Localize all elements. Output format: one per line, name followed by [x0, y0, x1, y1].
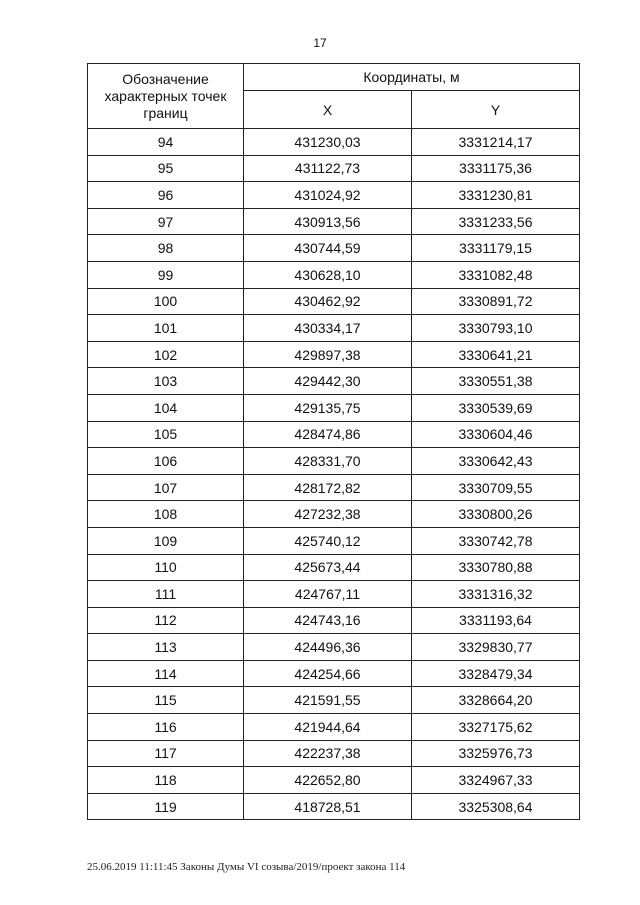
header-point-designation: Обозначение характерных точек границ — [88, 64, 244, 129]
cell-y: 3330604,46 — [412, 421, 580, 448]
table-row — [88, 581, 580, 608]
cell-point: 95 — [88, 155, 244, 182]
cell-x: 421591,55 — [244, 687, 412, 714]
table-row — [88, 793, 580, 820]
cell-y: 3330891,72 — [412, 288, 580, 315]
cell-y: 3327175,62 — [412, 714, 580, 741]
cell-x: 428474,86 — [244, 421, 412, 448]
cell-point: 109 — [88, 527, 244, 554]
cell-y: 3330800,26 — [412, 501, 580, 528]
cell-x: 430334,17 — [244, 315, 412, 342]
cell-y: 3329830,77 — [412, 634, 580, 661]
cell-x: 430462,92 — [244, 288, 412, 315]
table-row — [88, 501, 580, 528]
cell-point: 96 — [88, 182, 244, 209]
table-row — [88, 315, 580, 342]
table-row — [88, 341, 580, 368]
cell-y: 3325308,64 — [412, 793, 580, 820]
header-x: X — [244, 91, 412, 129]
cell-point: 107 — [88, 474, 244, 501]
cell-y: 3324967,33 — [412, 767, 580, 794]
cell-x: 428172,82 — [244, 474, 412, 501]
cell-y: 3331233,56 — [412, 208, 580, 235]
cell-point: 119 — [88, 793, 244, 820]
cell-point: 112 — [88, 607, 244, 634]
cell-y: 3330642,43 — [412, 448, 580, 475]
table-row — [88, 368, 580, 395]
table-header — [88, 64, 580, 129]
cell-x: 427232,38 — [244, 501, 412, 528]
cell-x: 425673,44 — [244, 554, 412, 581]
cell-x: 430628,10 — [244, 261, 412, 288]
coordinates-table — [87, 63, 580, 820]
cell-x: 424767,11 — [244, 581, 412, 608]
cell-y: 3330641,21 — [412, 341, 580, 368]
table-row — [88, 448, 580, 475]
cell-y: 3325976,73 — [412, 740, 580, 767]
cell-y: 3330551,38 — [412, 368, 580, 395]
cell-x: 431230,03 — [244, 129, 412, 156]
cell-y: 3330742,78 — [412, 527, 580, 554]
cell-y: 3328664,20 — [412, 687, 580, 714]
table-row — [88, 394, 580, 421]
cell-y: 3331082,48 — [412, 261, 580, 288]
cell-x: 418728,51 — [244, 793, 412, 820]
cell-y: 3331230,81 — [412, 182, 580, 209]
cell-point: 117 — [88, 740, 244, 767]
cell-y: 3331316,32 — [412, 581, 580, 608]
cell-point: 99 — [88, 261, 244, 288]
table-row — [88, 740, 580, 767]
table-row — [88, 155, 580, 182]
table-row — [88, 634, 580, 661]
table-row — [88, 288, 580, 315]
cell-point: 97 — [88, 208, 244, 235]
cell-point: 113 — [88, 634, 244, 661]
cell-x: 421944,64 — [244, 714, 412, 741]
cell-x: 425740,12 — [244, 527, 412, 554]
cell-y: 3331179,15 — [412, 235, 580, 262]
table-row — [88, 182, 580, 209]
table-body — [88, 129, 580, 820]
table-row — [88, 767, 580, 794]
cell-x: 430744,59 — [244, 235, 412, 262]
cell-x: 424254,66 — [244, 660, 412, 687]
cell-point: 100 — [88, 288, 244, 315]
cell-point: 110 — [88, 554, 244, 581]
cell-x: 431024,92 — [244, 182, 412, 209]
footer-document-path: 25.06.2019 11:11:45 Законы Думы VI созыва/2019/проект закона 114 — [87, 861, 406, 873]
cell-point: 98 — [88, 235, 244, 262]
cell-x: 430913,56 — [244, 208, 412, 235]
cell-point: 115 — [88, 687, 244, 714]
table-row — [88, 607, 580, 634]
cell-y: 3330780,88 — [412, 554, 580, 581]
cell-x: 429442,30 — [244, 368, 412, 395]
table-row — [88, 261, 580, 288]
cell-x: 428331,70 — [244, 448, 412, 475]
cell-x: 431122,73 — [244, 155, 412, 182]
cell-y: 3331193,64 — [412, 607, 580, 634]
cell-point: 108 — [88, 501, 244, 528]
cell-point: 111 — [88, 581, 244, 608]
cell-point: 105 — [88, 421, 244, 448]
cell-point: 104 — [88, 394, 244, 421]
table-row — [88, 235, 580, 262]
table-row — [88, 474, 580, 501]
table-row — [88, 129, 580, 156]
cell-x: 429897,38 — [244, 341, 412, 368]
table-row — [88, 527, 580, 554]
table-row — [88, 660, 580, 687]
cell-point: 102 — [88, 341, 244, 368]
cell-y: 3330709,55 — [412, 474, 580, 501]
cell-y: 3330539,69 — [412, 394, 580, 421]
table-row — [88, 714, 580, 741]
page-number: 17 — [313, 36, 327, 50]
table-row — [88, 208, 580, 235]
table-row — [88, 554, 580, 581]
cell-y: 3331214,17 — [412, 129, 580, 156]
cell-point: 116 — [88, 714, 244, 741]
cell-x: 422237,38 — [244, 740, 412, 767]
cell-x: 424743,16 — [244, 607, 412, 634]
cell-y: 3328479,34 — [412, 660, 580, 687]
cell-x: 424496,36 — [244, 634, 412, 661]
cell-y: 3331175,36 — [412, 155, 580, 182]
cell-point: 106 — [88, 448, 244, 475]
cell-x: 422652,80 — [244, 767, 412, 794]
cell-y: 3330793,10 — [412, 315, 580, 342]
cell-x: 429135,75 — [244, 394, 412, 421]
cell-point: 118 — [88, 767, 244, 794]
cell-point: 103 — [88, 368, 244, 395]
header-coordinates: Координаты, м — [244, 64, 580, 91]
cell-point: 114 — [88, 660, 244, 687]
cell-point: 94 — [88, 129, 244, 156]
table-row — [88, 421, 580, 448]
table-row — [88, 687, 580, 714]
cell-point: 101 — [88, 315, 244, 342]
header-y: Y — [412, 91, 580, 129]
